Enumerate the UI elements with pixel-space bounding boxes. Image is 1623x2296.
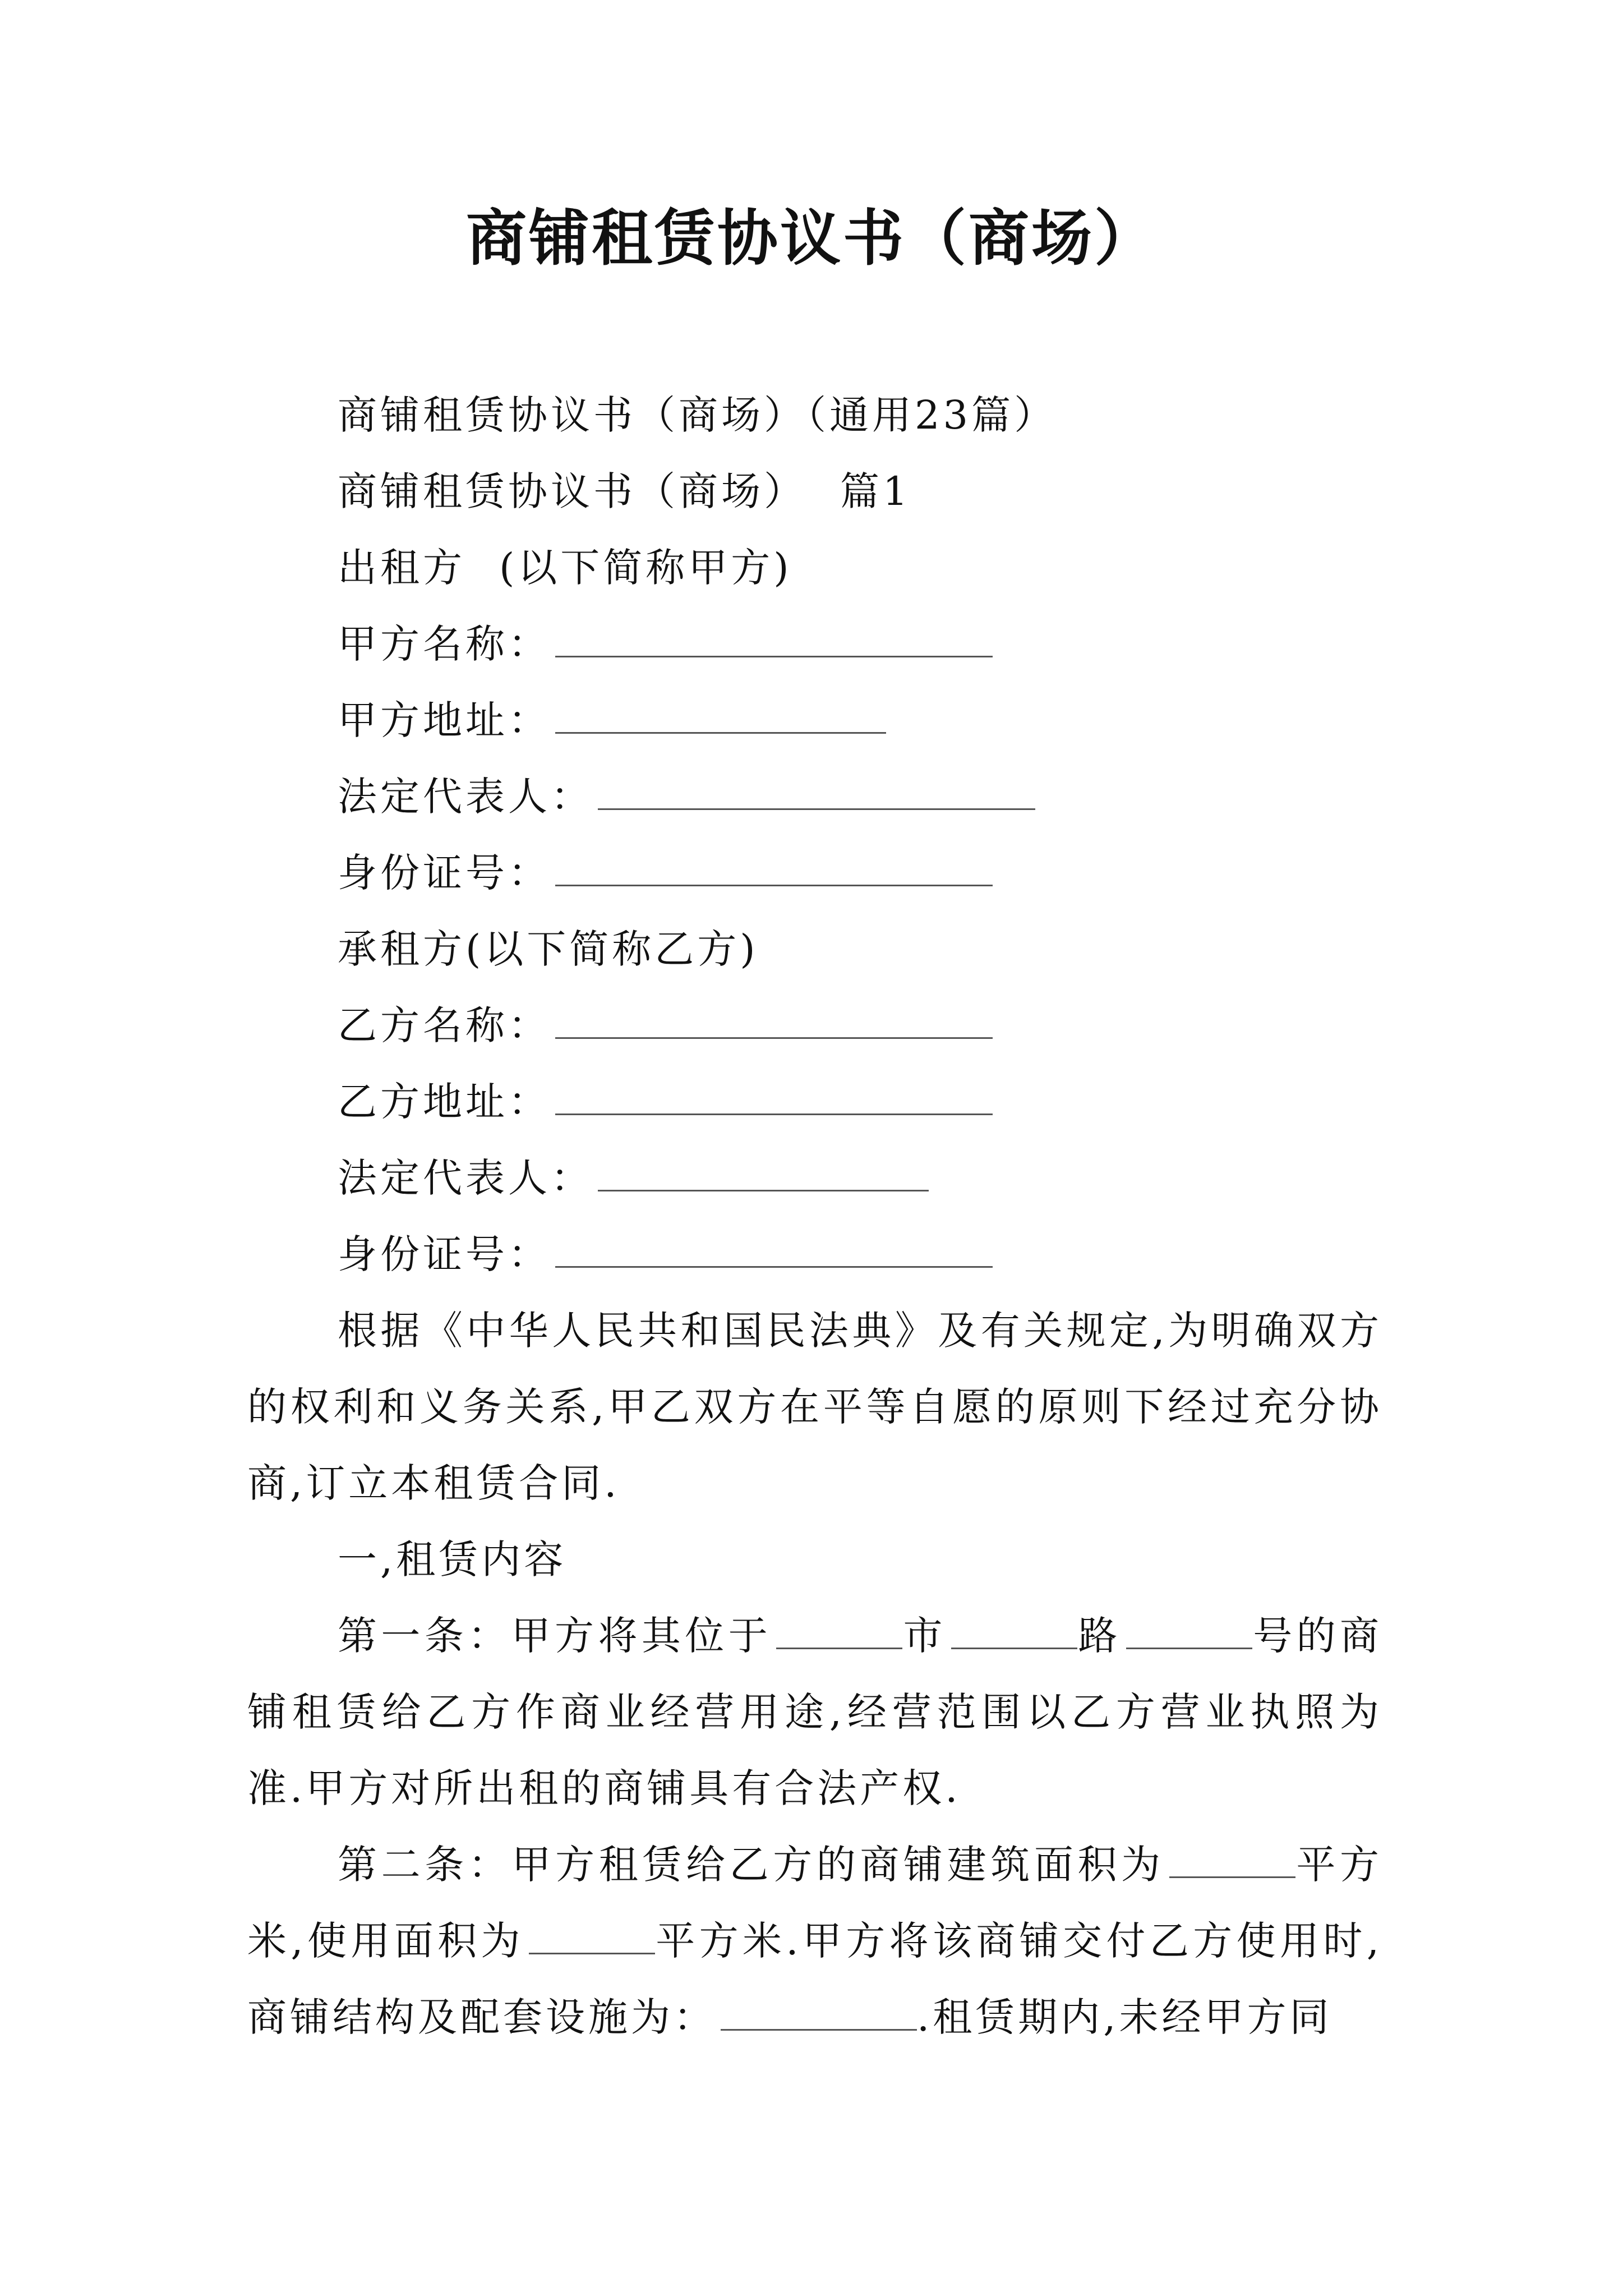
section-heading <box>247 453 1382 530</box>
article-two <box>247 1826 1382 2055</box>
lessor-address-blank[interactable] <box>555 698 886 734</box>
intro-paragraph: 根据《中华人民共和国民法典》及有关规定,为明确双方的权利和义务关系,甲乙双方在平等自愿的原则下经过充分协商,订立本租赁合同. <box>247 1308 1382 1506</box>
lessee-rep-label: 法定代表人： <box>338 1155 593 1201</box>
lessor-name-row <box>247 606 1382 682</box>
section-heading-number: 篇1 <box>840 468 911 514</box>
lessor-heading-label: 出租方 <box>338 545 465 591</box>
article-two-usable-area-blank[interactable] <box>529 1919 655 1954</box>
article-one-text-4: 号的商铺租赁给乙方作商业经营用途,经营范围以乙方营业执照为准.甲方对所出租的商铺具有合法产权. <box>247 1613 1383 1811</box>
article-two-text-4: .租赁期内,未经甲方同 <box>917 1994 1332 2040</box>
lessor-rep-row <box>247 758 1382 835</box>
article-one-text-1: 第一条：甲方将其位于 <box>338 1613 772 1659</box>
lessee-address-blank[interactable] <box>555 1080 993 1115</box>
lessee-name-blank[interactable] <box>555 1004 993 1039</box>
lessor-rep-label: 法定代表人： <box>338 774 593 820</box>
lessee-id-row <box>247 1216 1382 1292</box>
subtitle: 商铺租赁协议书（商场）（通用23篇） <box>338 392 1057 438</box>
lessee-address-row <box>247 1064 1382 1140</box>
lessor-id-blank[interactable] <box>555 851 993 886</box>
article-two-text-1: 第二条：甲方租赁给乙方的商铺建筑面积为 <box>338 1842 1165 1888</box>
lessee-name-row <box>247 987 1382 1064</box>
article-one-number-blank[interactable] <box>1126 1614 1252 1649</box>
lessor-heading-note: (以下简称甲方) <box>499 545 792 591</box>
article-one-text-3: 路 <box>1077 1613 1122 1659</box>
article-two-facilities-blank[interactable] <box>721 1995 917 2031</box>
lessee-address-label: 乙方地址： <box>338 1079 551 1125</box>
lessor-heading <box>247 530 1382 606</box>
article-two-building-area-blank[interactable] <box>1169 1843 1295 1878</box>
section-one-heading: 一,租赁内容 <box>338 1536 567 1582</box>
lessor-rep-blank[interactable] <box>598 775 1035 810</box>
lessor-name-label: 甲方名称： <box>338 621 551 667</box>
article-one-text-2: 市 <box>902 1613 947 1659</box>
lessee-name-label: 乙方名称： <box>338 1002 551 1048</box>
article-one-city-blank[interactable] <box>776 1614 902 1649</box>
lessee-heading: 承租方(以下简称乙方) <box>338 926 759 972</box>
article-two-text-2: 平方米,使用面积为 <box>247 1842 1383 1964</box>
lessee-rep-row <box>247 1140 1382 1216</box>
lessor-address-label: 甲方地址： <box>338 697 551 743</box>
lessor-id-label: 身份证号： <box>338 850 551 896</box>
article-one <box>247 1598 1382 1826</box>
document-title: 商铺租赁协议书（商场） <box>465 203 1157 274</box>
lessee-id-blank[interactable] <box>555 1232 993 1268</box>
article-one-road-blank[interactable] <box>951 1614 1077 1649</box>
lessor-address-row <box>247 682 1382 758</box>
lessor-id-row <box>247 835 1382 911</box>
lessee-id-label: 身份证号： <box>338 1231 551 1277</box>
article-two-text-3: 平方米.甲方将该商铺交付乙方使用时,商铺结构及配套设施为： <box>247 1918 1382 2040</box>
lessor-name-blank[interactable] <box>555 622 993 657</box>
document-body <box>247 377 1382 2055</box>
lessee-rep-blank[interactable] <box>598 1156 929 1191</box>
section-heading-title: 商铺租赁协议书（商场） <box>338 468 806 514</box>
